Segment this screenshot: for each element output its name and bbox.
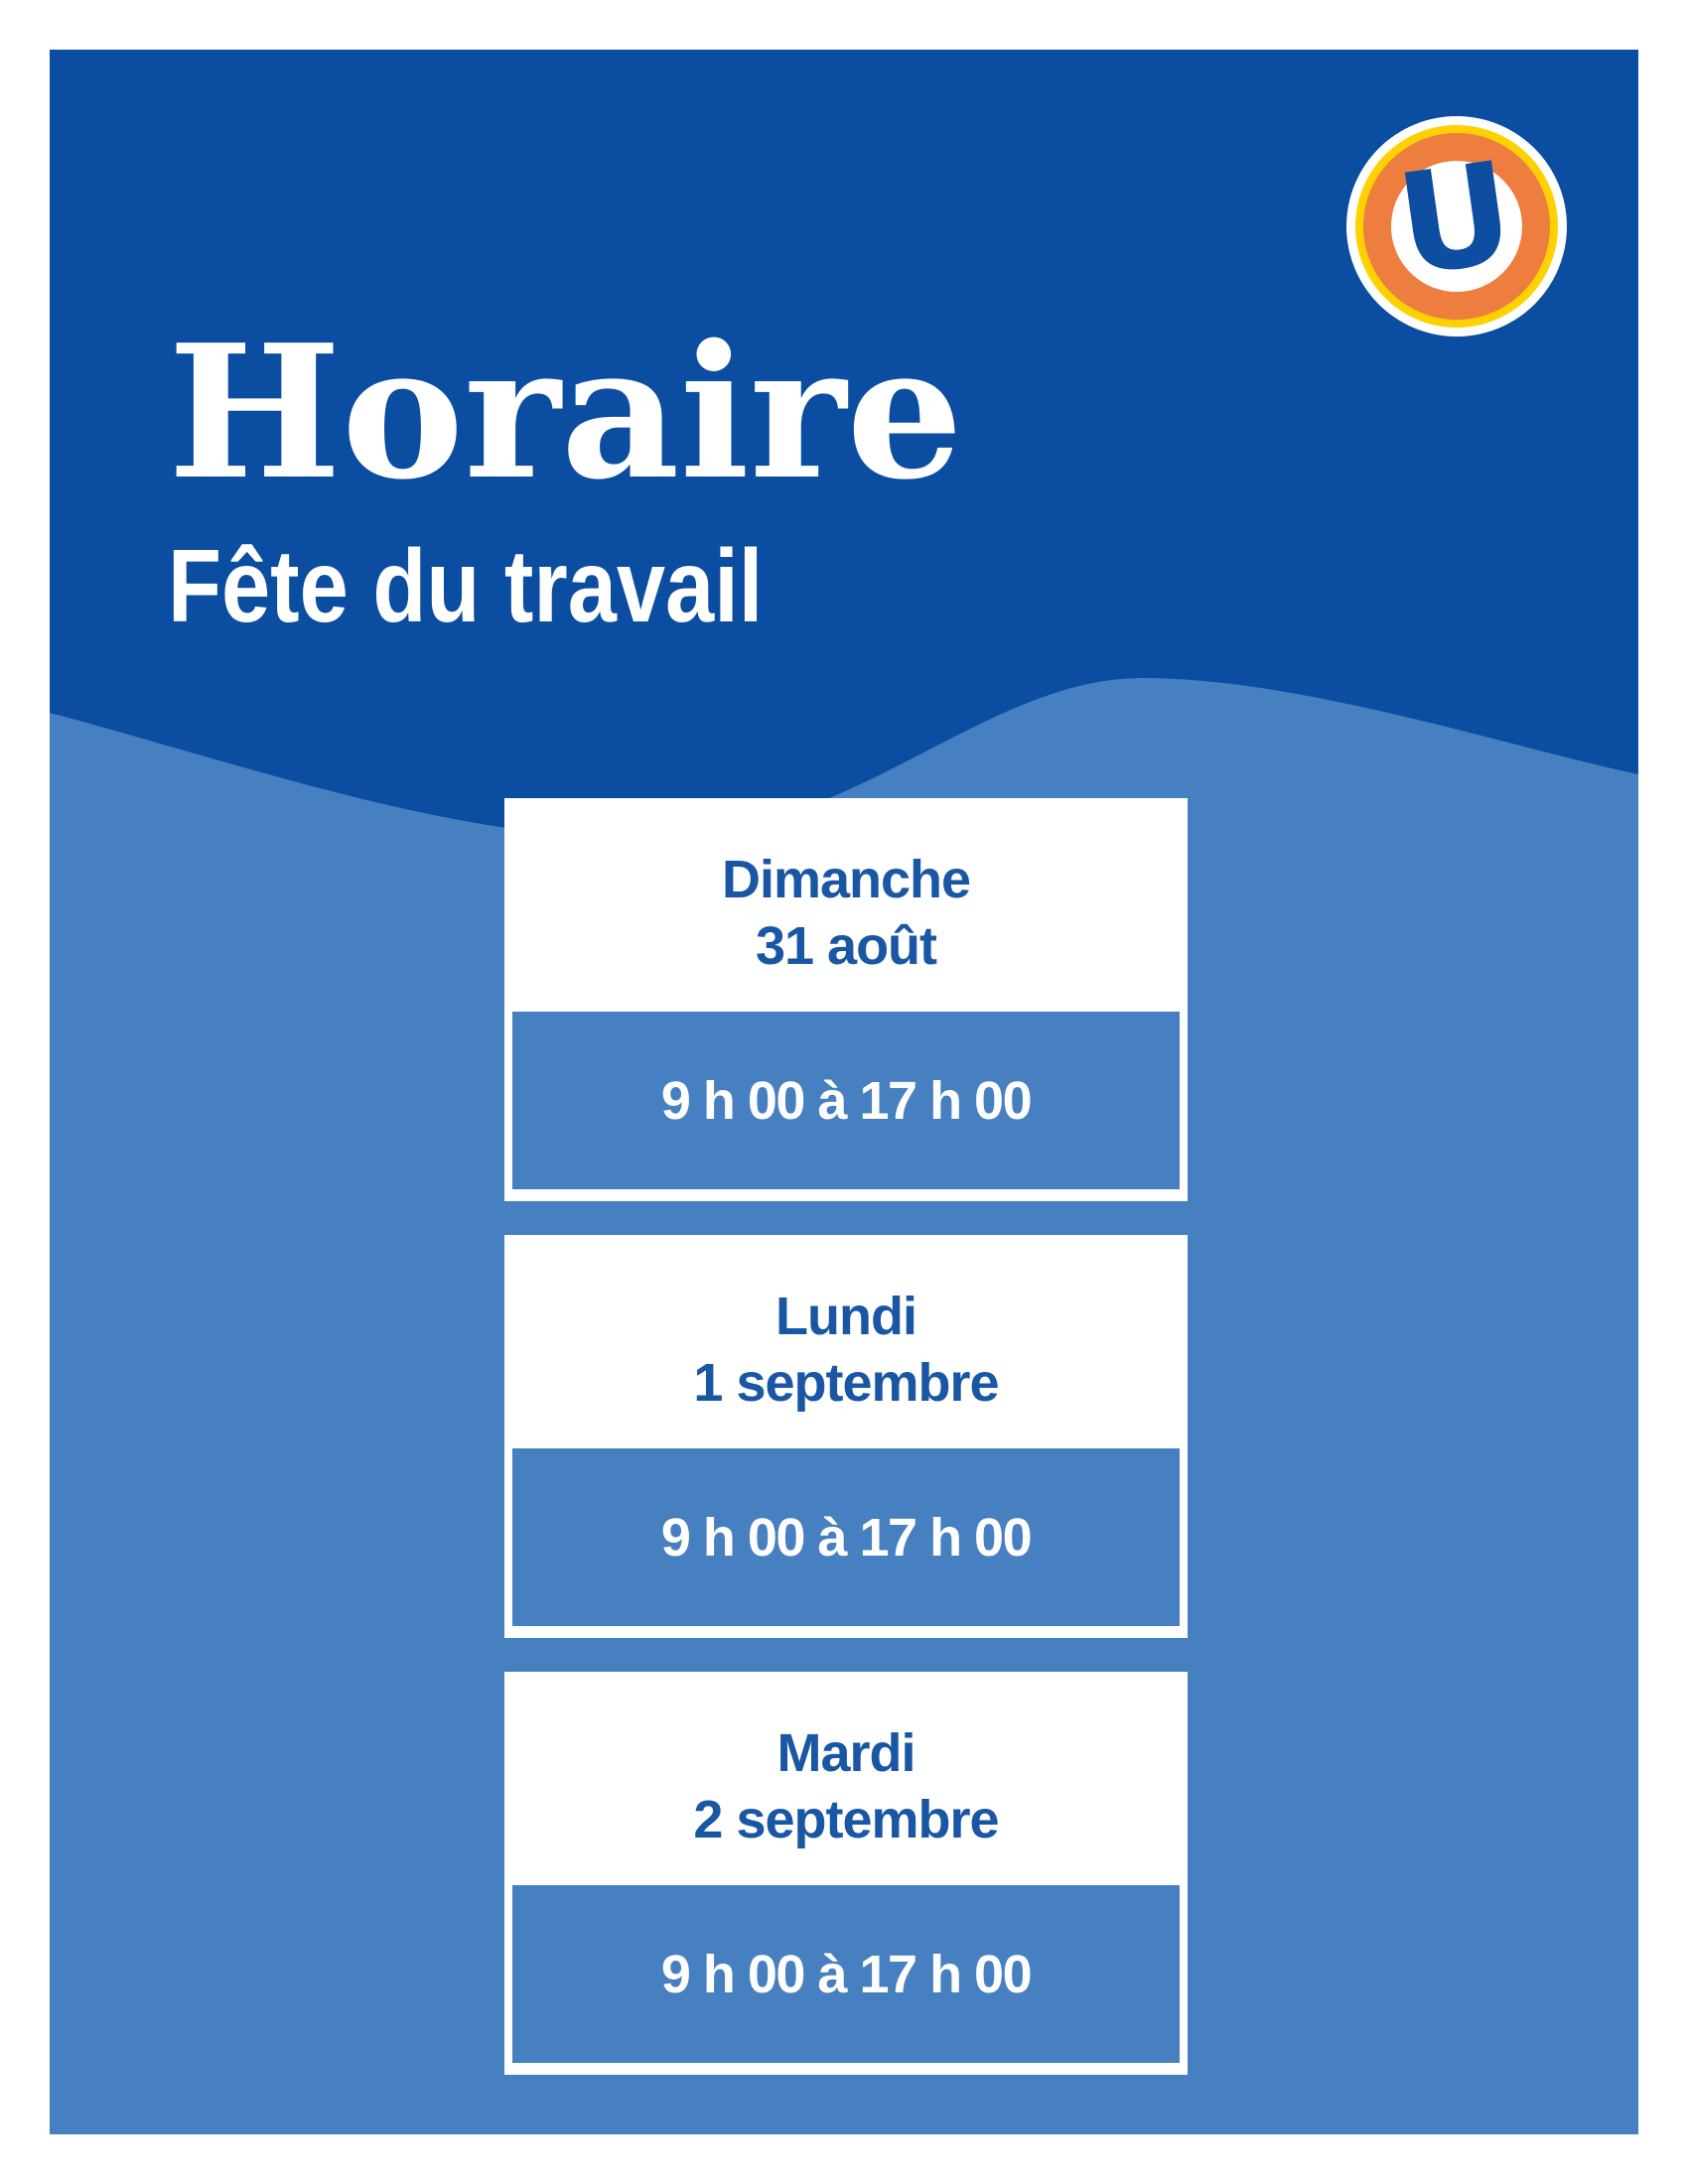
card-day-name: Dimanche <box>721 850 971 909</box>
card-date: 31 août <box>755 916 937 976</box>
card-hours-text: 9 h 00 à 17 h 00 <box>660 1507 1032 1568</box>
page-subtitle: Fête du travail <box>168 529 764 644</box>
logo-yellow-ring <box>1355 125 1558 328</box>
card-hours-box <box>512 1012 1180 1189</box>
logo-orange-ring <box>1363 133 1550 320</box>
schedule-card-sunday <box>504 798 1188 1201</box>
card-day-name: Lundi <box>775 1287 916 1346</box>
logo-inner-disc <box>1388 131 1523 309</box>
poster-content-area <box>50 50 1638 2134</box>
card-hours-text: 9 h 00 à 17 h 00 <box>660 1944 1032 2004</box>
card-hours-box <box>512 1448 1180 1626</box>
card-date: 1 septembre <box>693 1353 999 1413</box>
card-day-heading <box>504 1235 1188 1448</box>
card-hours-box <box>512 1885 1180 2063</box>
page-title: Horaire <box>168 304 963 520</box>
schedule-card-monday <box>504 1235 1188 1638</box>
card-day-name: Mardi <box>776 1723 915 1783</box>
u-logo <box>1346 116 1567 337</box>
card-day-heading <box>504 1672 1188 1885</box>
card-day-heading <box>504 798 1188 1012</box>
card-hours-text: 9 h 00 à 17 h 00 <box>660 1070 1032 1131</box>
schedule-card-tuesday <box>504 1672 1188 2075</box>
card-date: 2 septembre <box>693 1790 999 1849</box>
schedule-cards <box>504 50 1188 2134</box>
logo-letter-u: U <box>1388 131 1523 309</box>
